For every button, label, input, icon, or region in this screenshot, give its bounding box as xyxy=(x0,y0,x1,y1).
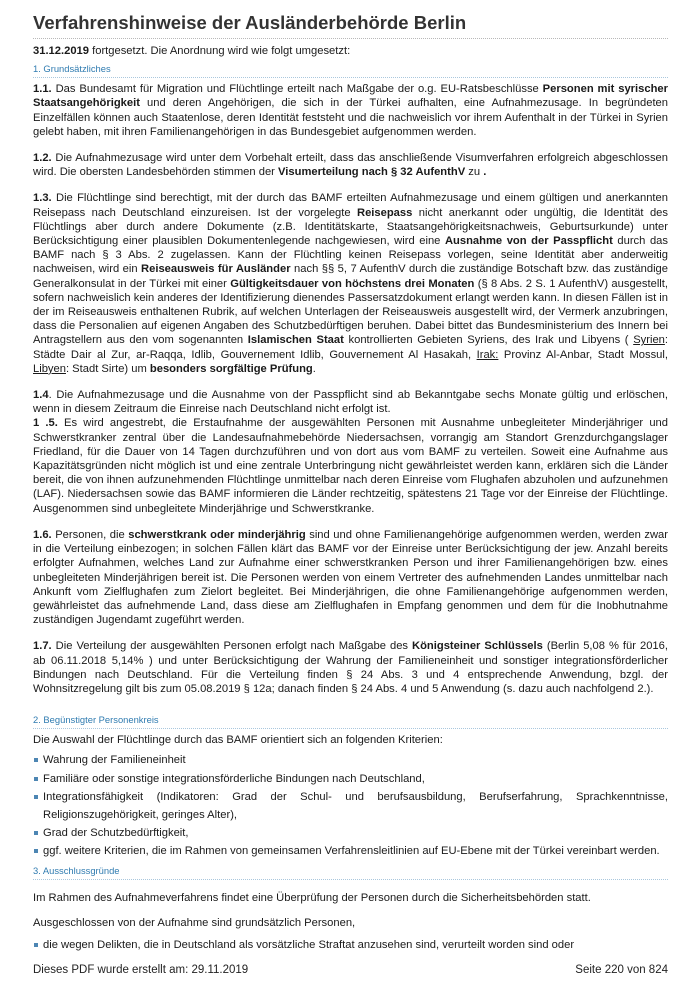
square-bullet-icon xyxy=(34,758,38,762)
square-bullet-icon xyxy=(34,849,38,853)
list-item: ggf. weitere Kriterien, die im Rahmen von gemeinsamen Verfahrensleitlinien auf EU-Ebene mit der Türkei vereinbart werden. xyxy=(33,842,668,860)
page-footer xyxy=(33,964,668,976)
list-item: Wahrung der Familieneinheit xyxy=(33,751,668,769)
footer-created-date: Dieses PDF wurde erstellt am: 29.11.2019 xyxy=(33,964,249,976)
paragraph-1-1: 1.1. Das Bundesamt für Migration und Flüchtlinge erteilt nach Maßgabe der o.g. EU-Ratsbeschlüsse Personen mit syrischer Staatsangehörigkeit und deren Angehörigen, die sich in der Türkei aufhalten, eine Aufnahmezusage. In begründeten Einzelfällen können auch Staatenlose, deren Identität feststeht und die nachweislich vor ihrem Aufenthalt in der Türkei in Syrien gelebt haben, mit ihren Familienangehörigen in das Bundesgebiet aufgenommen werden. xyxy=(33,83,668,138)
section3-paragraph-1: Im Rahmen des Aufnahmeverfahrens findet eine Überprüfung der Personen durch die Sicherheitsbehörden statt. xyxy=(33,891,591,904)
exclusion-list xyxy=(33,936,668,954)
paragraph-1-5: 1 .5. Es wird angestrebt, die Erstaufnahme der ausgewählten Personen mit Ausnahme unbegleiteter Minderjähriger und Schwerstkranker zentral über die Landesaufnahmebehörde Niedersachsen, vorrangig am Standort Grenzdurchgangslager Friedland, für die Dauer von 14 Tagen durchzuführen und von dort aus vom BAMF zu verteilen. Soweit eine Aufnahme aus Kapazitätsgründen nicht möglich ist und eine zentrale Unterbringung nicht gewährleistet werden kann, erklären sich die Länder bereit, die von ihnen aufzunehmenden Flüchtlinge unmittelbar nach deren Einreise vom Flughafen abzuholen und aufzunehmen (LAF). Niedersachsen sowie das BAMF informieren die Länder rechtzeitig, spätestens 21 Tage vor der Einreise der Flüchtlinge. Ausgenommen sind unbegleitete Minderjährige und Schwerstkranke. xyxy=(33,417,668,515)
intro-paragraph: 31.12.2019 fortgesetzt. Die Anordnung wird wie folgt umgesetzt: xyxy=(33,45,351,57)
criteria-list xyxy=(33,751,668,860)
square-bullet-icon xyxy=(34,831,38,835)
section2-intro: Die Auswahl der Flüchtlinge durch das BAMF orientiert sich an folgenden Kriterien: xyxy=(33,734,443,747)
footer-page-number: Seite 220 von 824 xyxy=(575,964,668,976)
square-bullet-icon xyxy=(34,795,38,799)
paragraph-1-2: 1.2. Die Aufnahmezusage wird unter dem Vorbehalt erteilt, dass das anschließende Visumverfahren erfolgreich abgeschlossen wird. Die obersten Landesbehörden stimmen der Visumerteilung nach § 32 AufenthV zu . xyxy=(33,152,668,179)
section-heading-grundsaetzliches: 1. Grundsätzliches xyxy=(33,63,668,78)
page-title: Verfahrenshinweise der Ausländerbehörde Berlin xyxy=(33,0,668,39)
square-bullet-icon xyxy=(34,777,38,781)
paragraph-1-3: 1.3. Die Flüchtlinge sind berechtigt, mit der durch das BAMF erteilten Aufnahmezusage und einem gültigen und anerkannten Reisepass nach Deutschland einzureisen. Ist der vorgelegte Reisepass nicht anerkannt oder ungültig, die Identität des Flüchtlings aber durch andere Dokumente (z.B. Identitätskarte, Staatsangehörigkeitsnachweis, Geburtsurkunde) unter Berücksichtigung einer plausiblen Dokumentenlegende nachgewiesen, wird eine Ausnahme von der Passpflicht durch das BAMF nach § 3 Abs. 2 zugelassen. Kann der Flüchtling keinen Reisepass vorlegen, seine Identität aber anderweitig nachweisen, wird ein Reiseausweis für Ausländer nach §§ 5, 7 AufenthV durch die zuständige Botschaft bzw. das zuständige Generalkonsulat in der Türkei mit einer Gültigkeitsdauer von höchstens drei Monaten (§ 8 Abs. 2 S. 1 AufenthV) ausgestellt, sofern nachweislich kein anderes der Identifizierung dienendes Passersatzdokument erlangt werden kann. In diesen Fällen ist in der im Reiseausweis enthaltenen Rubrik, auf welchen Unterlagen der Reiseausweis ausgestellt wird, der Vermerk anzubringen, dass die Personalien auf eigenen Angaben des Schutzbedürftigen beruhen. Dabei bittet das Bundesministerium des Innern bei Antragstellern aus den vom sogenannten Islamischen Staat kontrollierten Gebieten Syriens, des Irak und Libyens ( Syrien: Städte Dair al Zur, ar-Raqqa, Idlib, Gouvernement Idlib, Gouvernement Al Hasakah, Irak: Provinz Al-Anbar, Stadt Mossul, Libyen: Stadt Sirte) um besonders sorgfältige Prüfung. xyxy=(33,192,669,375)
list-item: Integrationsfähigkeit (Indikatoren: Grad der Schul- und berufsausbildung, Berufserfahrung, Sprachkenntnisse, Religionszugehörigkeit, geringes Alter), xyxy=(33,788,668,824)
paragraph-1-7: 1.7. Die Verteilung der ausgewählten Personen erfolgt nach Maßgabe des Königsteiner Schlüssels (Berlin 5,08 % für 2016, ab 06.11.2018 5,14% ) und unter Berücksichtigung der Wahrung der Familieneinheit und sonstiger integrationsförderlicher Bindungen nach Deutschland. Für die Verteilung finden § 24 Abs. 3 und 4 entsprechende Anwendung, bzgl. der Wohnsitzregelung gilt bis zum 05.08.2019 § 12a; danach finden § 24 Abs. 4 und 5 Anwendung (s. dazu auch nachfolgend 2.). xyxy=(33,640,668,695)
document-content xyxy=(33,44,668,954)
intro-date: 31.12.2019 xyxy=(33,45,89,57)
list-item: Grad der Schutzbedürftigkeit, xyxy=(33,824,668,842)
paragraph-1-6: 1.6. Personen, die schwerstkrank oder minderjährig sind und ohne Familienangehörige aufgenommen werden, werden zwar in die Verteilung einbezogen; in solchen Fällen klärt das BAMF vor der Einreise unter Berücksichtigung der jew. Anzahl bereits erfolgter Aufnahmen, welches Land zur Aufnahme einer schwerstkranken Person und ihrer Familienangehörigen bzw. eines unbegleiteten Minderjährigen bereit ist. Die Personen werden von einem Vertreter des aufnehmenden Landes unmittelbar nach Ankunft vom Zielflughafen zum Zielort begleitet. Bei Minderjährigen, die ohne Familienangehörige aufgenommen werden, gewährleistet das aufnehmende Land, dass diese am Zielflughafen in Empfang genommen und dem für die Inobhutnahme zuständigen Jugendamt zugeführt werden. xyxy=(33,528,668,627)
paragraph-1-4: 1.4. Die Aufnahmezusage und die Ausnahme von der Passpflicht sind ab Bekanntgabe sechs Monate gültig und erlöschen, wenn in diesem Zeitraum die Einreise nach Deutschland nicht erfolgt ist. xyxy=(33,389,668,416)
list-item: die wegen Delikten, die in Deutschland als vorsätzliche Straftat anzusehen sind, verurteilt worden sind oder xyxy=(33,936,668,954)
section3-paragraph-2: Ausgeschlossen von der Aufnahme sind grundsätzlich Personen, xyxy=(33,916,356,929)
square-bullet-icon xyxy=(34,943,38,947)
list-item: Familiäre oder sonstige integrationsförderliche Bindungen nach Deutschland, xyxy=(33,770,668,788)
section-heading-ausschlussgruende: 3. Ausschlussgründe xyxy=(33,865,668,880)
section-heading-personenkreis: 2. Begünstigter Personenkreis xyxy=(33,714,668,729)
